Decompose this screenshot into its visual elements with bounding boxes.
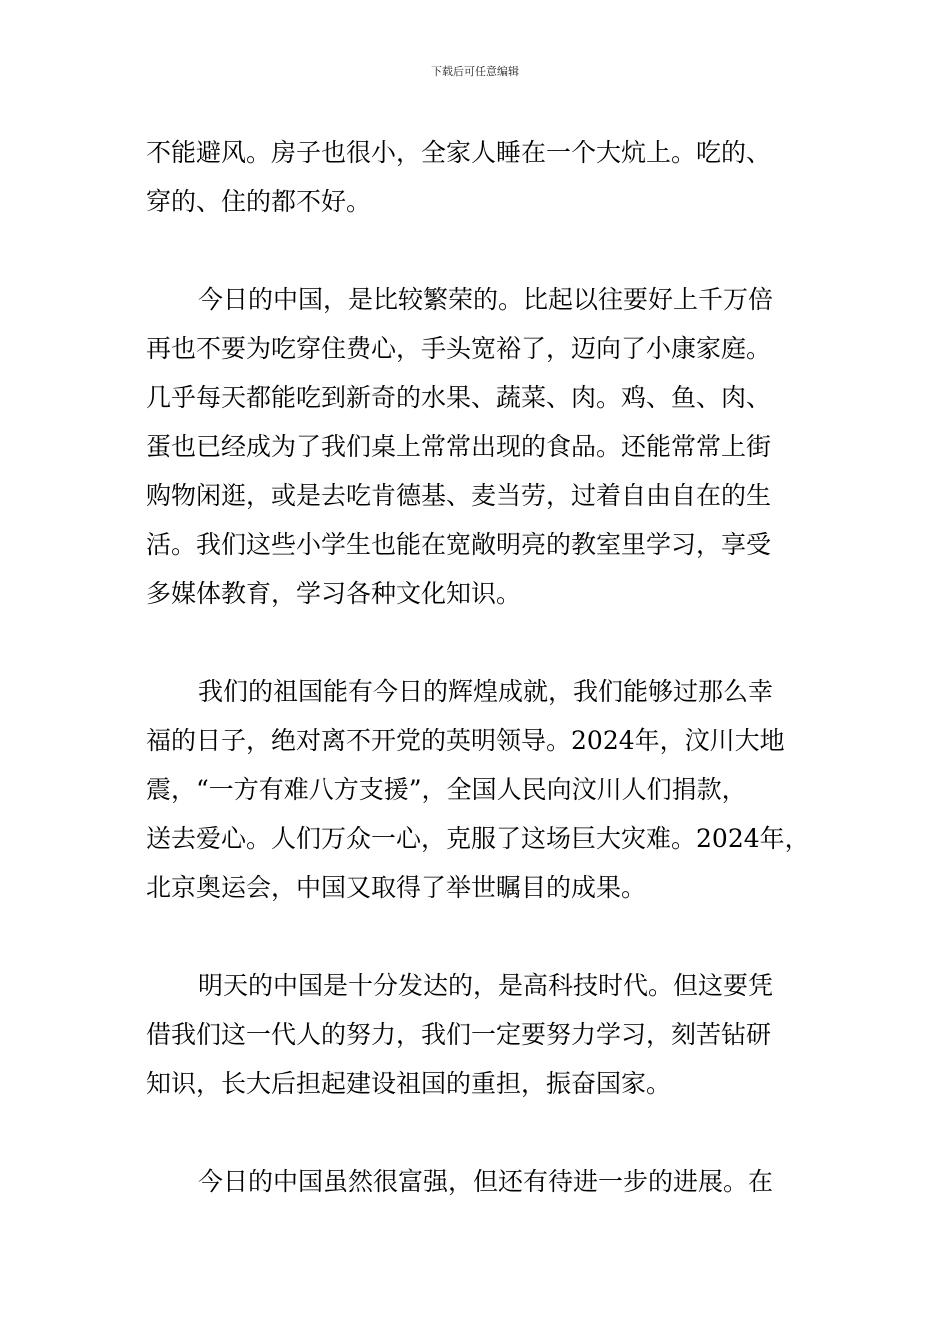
text-line: 活。我们这些小学生也能在宽敞明亮的教室里学习，享受 <box>146 530 772 559</box>
text-line: 不能避风。房子也很小，全家人睡在一个大炕上。吃的、 <box>146 138 772 167</box>
text-line: 送去爱心。人们万众一心，克服了这场巨大灾难。2024年， <box>146 824 810 853</box>
text-line: 明天的中国是十分发达的，是高科技时代。但这要凭 <box>198 971 774 1000</box>
text-line: 蛋也已经成为了我们桌上常常出现的食品。还能常常上街 <box>146 432 772 461</box>
document-body <box>146 128 810 1206</box>
text-line: 知识，长大后担起建设祖国的重担，振奋国家。 <box>146 1069 672 1098</box>
text-line: 几乎每天都能吃到新奇的水果、蔬菜、肉。鸡、鱼、肉、 <box>146 383 772 412</box>
page-header: 下载后可任意编辑 <box>431 65 519 78</box>
text-line: 购物闲逛，或是去吃肯德基、麦当劳，过着自由自在的生 <box>146 481 772 510</box>
text-line: 我们的祖国能有今日的辉煌成就，我们能够过那么幸 <box>198 677 774 706</box>
text-line: 再也不要为吃穿住费心，手头宽裕了，迈向了小康家庭。 <box>146 334 772 363</box>
text-line: 穿的、住的都不好。 <box>146 187 372 216</box>
text-line: 震，“一方有难八方支援”，全国人民向汶川人们捐款， <box>146 775 747 804</box>
paragraph-gap <box>146 226 810 275</box>
text-line: 北京奥运会，中国又取得了举世瞩目的成果。 <box>146 873 647 902</box>
text-line: 借我们这一代人的努力，我们一定要努力学习，刻苦钻研 <box>146 1020 772 1049</box>
paragraph-gap <box>146 618 810 667</box>
text-line: 多媒体教育，学习各种文化知识。 <box>146 579 522 608</box>
text-line: 今日的中国，是比较繁荣的。比起以往要好上千万倍 <box>198 285 774 314</box>
text-line: 福的日子，绝对离不开党的英明领导。2024年，汶川大地 <box>146 726 785 755</box>
text-line: 今日的中国虽然很富强，但还有待进一步的进展。在 <box>198 1167 774 1196</box>
paragraph-gap <box>146 1108 810 1157</box>
paragraph-gap <box>146 912 810 961</box>
